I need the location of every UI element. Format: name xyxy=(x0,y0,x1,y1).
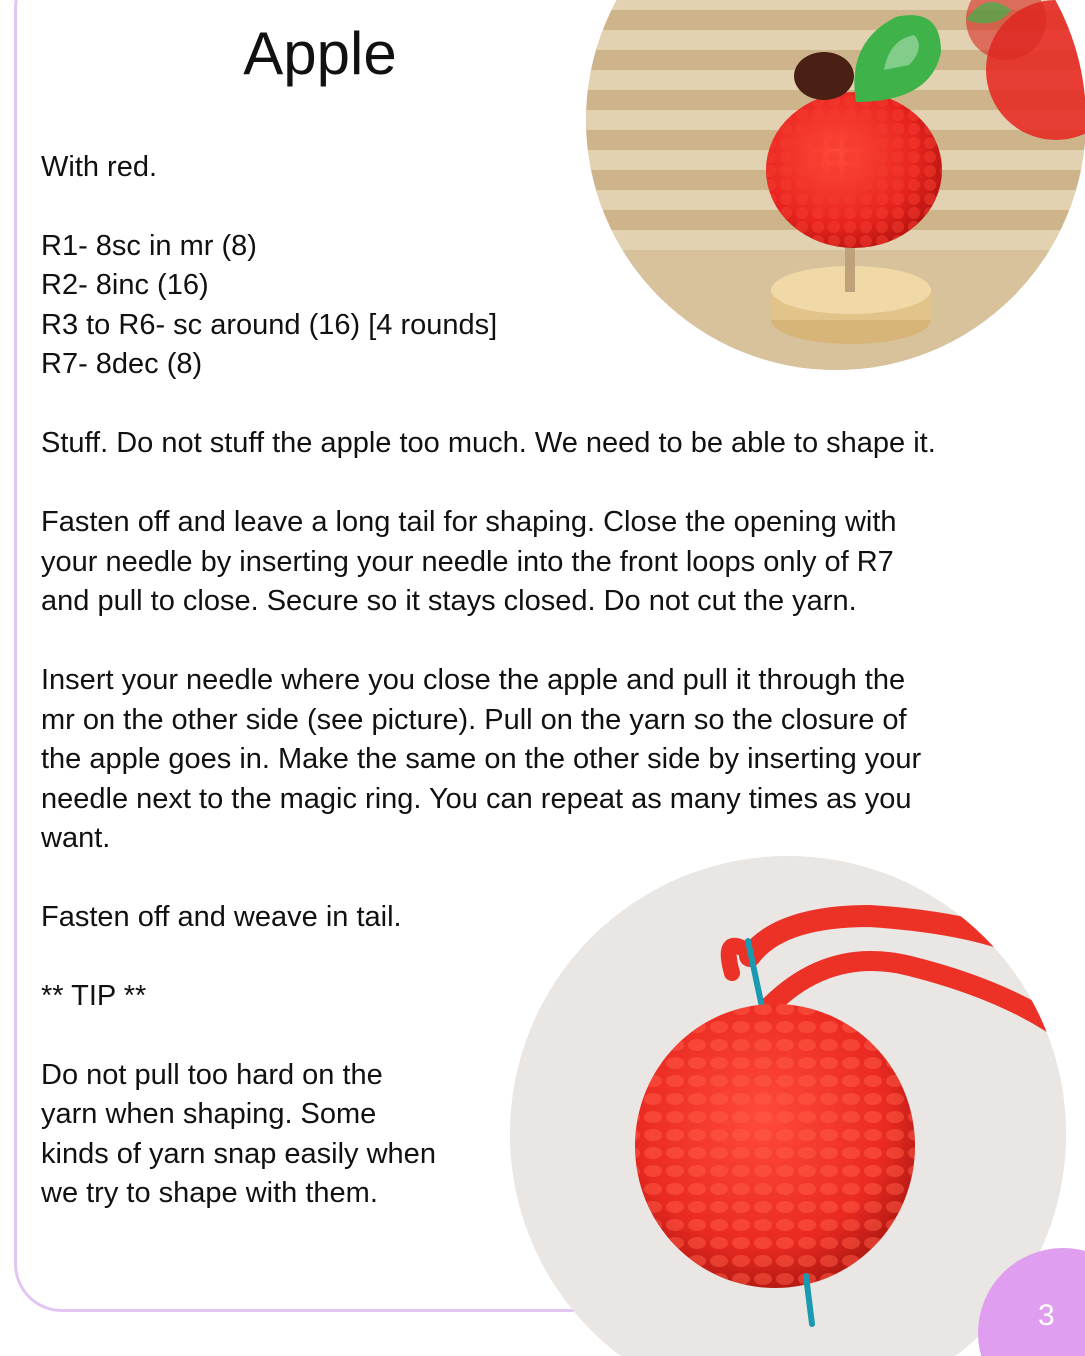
text-line: R3 to R6- sc around (16) [4 rounds] xyxy=(41,309,498,341)
text-line: R7- 8dec (8) xyxy=(41,348,203,380)
text-line: the apple goes in. Make the same on the other side by inserting your xyxy=(41,743,922,775)
text-line: R1- 8sc in mr (8) xyxy=(41,230,257,262)
text-line: R2- 8inc (16) xyxy=(41,269,209,301)
text-line: With red. xyxy=(41,151,158,183)
text-line: kinds of yarn snap easily when xyxy=(41,1138,436,1170)
text-line: your needle by inserting your needle into the front loops only of R7 xyxy=(41,546,894,578)
text-line: Fasten off and weave in tail. xyxy=(41,901,402,933)
text-line: ** TIP ** xyxy=(41,980,147,1012)
text-line: Insert your needle where you close the apple and pull it through the xyxy=(41,664,906,696)
text-line: want. xyxy=(41,822,111,854)
text-line: we try to shape with them. xyxy=(41,1177,378,1209)
text-line: Do not pull too hard on the xyxy=(41,1059,383,1091)
text-line: mr on the other side (see picture). Pull on the yarn so the closure of xyxy=(41,704,907,736)
text-line: needle next to the magic ring. You can repeat as many times as you xyxy=(41,783,912,815)
page-title: Apple xyxy=(243,20,397,87)
page-number: 3 xyxy=(1038,1299,1055,1332)
text-line: Fasten off and leave a long tail for shaping. Close the opening with xyxy=(41,506,897,538)
text-line: and pull to close. Secure so it stays closed. Do not cut the yarn. xyxy=(41,585,857,617)
text-line: Stuff. Do not stuff the apple too much. We need to be able to shape it. xyxy=(41,427,936,459)
text-line: yarn when shaping. Some xyxy=(41,1098,377,1130)
